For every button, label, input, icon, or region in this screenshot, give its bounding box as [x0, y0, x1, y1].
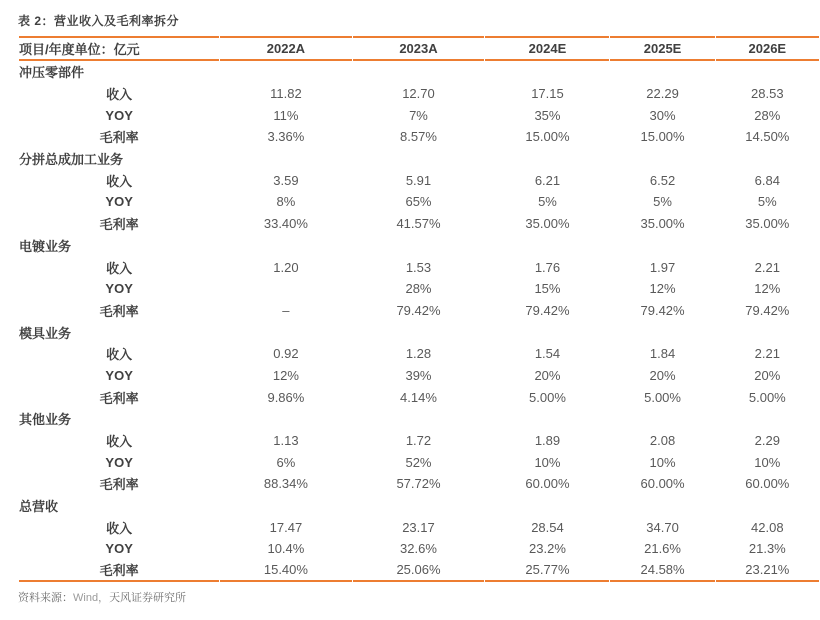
empty-cell — [220, 61, 351, 83]
group-row — [19, 235, 819, 257]
value-cell: 30% — [649, 107, 676, 123]
value-cell: 60.00% — [745, 476, 790, 492]
empty-cell — [716, 321, 819, 343]
data-row — [19, 451, 819, 473]
value-cell: 8.57% — [400, 129, 437, 145]
value-cell: 60.00% — [640, 476, 685, 492]
value-cell: 23.2% — [529, 541, 566, 557]
value-cell: 3.59 — [273, 172, 299, 188]
empty-cell — [485, 61, 609, 83]
value-cell: 1.28 — [405, 346, 432, 362]
value-cell: 65% — [405, 194, 432, 210]
group-row — [19, 321, 819, 343]
empty-cell — [610, 148, 714, 170]
value-cell: 5% — [538, 194, 557, 210]
header-year: 2026E — [716, 36, 819, 61]
value-cell: 15.00% — [525, 129, 570, 145]
data-row — [19, 104, 819, 126]
value-cell: 1.72 — [405, 433, 432, 449]
value-cell: 60.00% — [525, 476, 570, 492]
value-cell: 32.6% — [400, 541, 437, 557]
value-cell: 33.40% — [263, 216, 308, 232]
empty-cell — [485, 408, 609, 430]
value-cell: 39% — [405, 367, 432, 383]
value-cell: 1.20 — [273, 259, 299, 275]
table-body — [19, 61, 819, 582]
data-row — [19, 169, 819, 191]
value-cell: 12% — [754, 281, 781, 297]
value-cell: 10.4% — [267, 541, 305, 557]
data-row — [19, 126, 819, 148]
data-row — [19, 343, 819, 365]
header-year: 2022A — [220, 36, 351, 61]
value-cell: 15% — [534, 281, 561, 297]
value-cell: 79.42% — [525, 302, 570, 318]
empty-cell — [353, 61, 485, 83]
value-cell: 12% — [649, 281, 676, 297]
group-name: 冲压零部件 — [19, 65, 85, 81]
value-cell: 25.77% — [485, 560, 609, 582]
row-label: 毛利率 — [99, 477, 139, 493]
value-cell: 9.86% — [267, 389, 305, 405]
value-cell: 35.00% — [745, 216, 790, 232]
value-cell: 25.06% — [353, 560, 485, 582]
empty-cell — [353, 148, 485, 170]
value-cell: 17.47 — [269, 519, 303, 535]
value-cell: 20% — [754, 367, 781, 383]
row-label: 毛利率 — [99, 217, 139, 233]
row-label: YOY — [105, 541, 133, 557]
value-cell: 28.53 — [751, 86, 784, 102]
value-cell: 2.21 — [754, 259, 780, 275]
value-cell: 4.14% — [400, 389, 437, 405]
value-cell: 79.42% — [640, 302, 685, 318]
empty-cell — [716, 495, 819, 517]
group-name: 其他业务 — [19, 412, 72, 428]
value-cell: 57.72% — [396, 476, 441, 492]
value-cell: 5% — [653, 194, 672, 210]
row-label: 收入 — [106, 260, 133, 276]
breakdown-table — [18, 36, 820, 582]
value-cell: 11% — [273, 107, 299, 123]
value-cell: 21.6% — [644, 541, 681, 557]
header-year: 2025E — [610, 36, 714, 61]
value-cell: 28% — [754, 107, 781, 123]
value-cell: 6.21 — [534, 172, 561, 188]
value-cell: 12% — [272, 367, 299, 383]
value-cell: 10% — [754, 454, 781, 470]
group-row — [19, 408, 819, 430]
data-row — [19, 538, 819, 560]
data-row — [19, 473, 819, 495]
empty-cell — [610, 235, 714, 257]
value-cell: 6% — [276, 454, 296, 470]
data-row — [19, 278, 819, 300]
group-row — [19, 495, 819, 517]
value-cell: 2.08 — [649, 433, 676, 449]
value-cell: 20% — [649, 367, 676, 383]
value-cell: 52% — [405, 454, 432, 470]
value-cell: 5.00% — [529, 389, 566, 405]
empty-cell — [610, 495, 714, 517]
value-cell: 88.34% — [263, 476, 308, 492]
value-cell: 10% — [534, 454, 561, 470]
empty-cell — [716, 408, 819, 430]
value-cell: 1.53 — [405, 259, 432, 275]
value-cell: 23.17 — [402, 519, 435, 535]
value-cell: 1.97 — [649, 259, 676, 275]
source-org: 天风证券研究所 — [109, 591, 187, 604]
empty-cell — [353, 408, 485, 430]
value-cell: 41.57% — [396, 216, 441, 232]
value-cell: 14.50% — [745, 129, 790, 145]
empty-cell — [485, 495, 609, 517]
value-cell: 1.54 — [534, 346, 561, 362]
table-title: 表 2：营业收入及毛利率拆分 — [18, 14, 180, 28]
value-cell: 5.00% — [644, 389, 681, 405]
value-cell: 22.29 — [646, 86, 679, 102]
group-row — [19, 148, 819, 170]
empty-cell — [485, 321, 609, 343]
row-label: YOY — [105, 107, 133, 123]
row-label: 毛利率 — [19, 560, 219, 582]
empty-cell — [610, 321, 714, 343]
group-row — [19, 61, 819, 83]
row-label: YOY — [105, 367, 133, 383]
source-note — [18, 589, 820, 605]
row-label: 毛利率 — [99, 130, 139, 146]
empty-cell — [485, 148, 609, 170]
value-cell: 5.91 — [405, 172, 432, 188]
source-wind: Wind， — [73, 591, 110, 604]
value-cell: 24.58% — [610, 560, 714, 582]
row-label: 收入 — [106, 87, 133, 103]
value-cell: 35.00% — [640, 216, 685, 232]
header-year: 2023A — [353, 36, 485, 61]
empty-cell — [353, 495, 485, 517]
empty-cell — [220, 321, 351, 343]
value-cell: – — [282, 302, 290, 318]
group-name: 电镀业务 — [19, 238, 72, 254]
value-cell — [220, 278, 351, 300]
empty-cell — [220, 495, 351, 517]
value-cell: 10% — [649, 454, 676, 470]
value-cell: 17.15 — [531, 86, 564, 102]
header-item-unit: 项目/年度单位：亿元 — [19, 36, 219, 61]
empty-cell — [610, 408, 714, 430]
value-cell: 21.3% — [748, 541, 786, 557]
value-cell: 1.84 — [649, 346, 676, 362]
value-cell: 12.70 — [402, 86, 435, 102]
value-cell: 6.84 — [754, 172, 780, 188]
row-label: 收入 — [106, 520, 133, 536]
value-cell: 2.29 — [754, 433, 780, 449]
empty-cell — [220, 148, 351, 170]
data-row — [19, 516, 819, 538]
data-row — [19, 191, 819, 213]
row-label: 收入 — [106, 173, 133, 189]
empty-cell — [220, 235, 351, 257]
value-cell: 5.00% — [748, 389, 786, 405]
data-row — [19, 365, 819, 387]
data-row — [19, 256, 819, 278]
row-label: YOY — [105, 194, 133, 210]
data-row — [19, 386, 819, 408]
value-cell: 3.36% — [267, 129, 305, 145]
data-row — [19, 213, 819, 235]
empty-cell — [610, 61, 714, 83]
row-label: YOY — [105, 454, 133, 470]
empty-cell — [353, 235, 485, 257]
source-label: 资料来源： — [18, 591, 73, 604]
value-cell: 20% — [534, 367, 561, 383]
data-row — [19, 560, 819, 582]
value-cell: 7% — [409, 107, 428, 123]
value-cell: 0.92 — [273, 346, 299, 362]
group-name: 总营收 — [19, 499, 59, 515]
value-cell: 15.40% — [220, 560, 351, 582]
value-cell: 6.52 — [649, 172, 676, 188]
value-cell: 34.70 — [646, 519, 679, 535]
header-year: 2024E — [485, 36, 609, 61]
value-cell: 42.08 — [751, 519, 784, 535]
empty-cell — [716, 148, 819, 170]
value-cell: 1.89 — [534, 433, 561, 449]
data-row — [19, 430, 819, 452]
header-row — [19, 36, 819, 61]
value-cell: 11.82 — [270, 86, 302, 102]
data-row — [19, 83, 819, 105]
value-cell: 28.54 — [531, 519, 564, 535]
empty-cell — [716, 235, 819, 257]
value-cell: 23.21% — [716, 560, 819, 582]
value-cell: 15.00% — [640, 129, 685, 145]
group-name: 模具业务 — [19, 325, 72, 341]
value-cell: 79.42% — [745, 302, 790, 318]
empty-cell — [220, 408, 351, 430]
data-row — [19, 300, 819, 322]
value-cell: 1.13 — [273, 433, 299, 449]
value-cell: 28% — [405, 281, 432, 297]
value-cell: 2.21 — [754, 346, 780, 362]
empty-cell — [353, 321, 485, 343]
row-label: 收入 — [106, 347, 133, 363]
value-cell: 8% — [276, 194, 296, 210]
value-cell: 79.42% — [396, 302, 441, 318]
empty-cell — [716, 61, 819, 83]
row-label: 毛利率 — [99, 303, 139, 319]
empty-cell — [485, 235, 609, 257]
group-name: 分拼总成加工业务 — [19, 152, 124, 168]
value-cell: 35% — [534, 107, 561, 123]
value-cell: 1.76 — [534, 259, 561, 275]
value-cell: 35.00% — [525, 216, 570, 232]
value-cell: 5% — [757, 194, 777, 210]
row-label: YOY — [105, 281, 133, 297]
row-label: 收入 — [106, 434, 133, 450]
row-label: 毛利率 — [99, 390, 139, 406]
